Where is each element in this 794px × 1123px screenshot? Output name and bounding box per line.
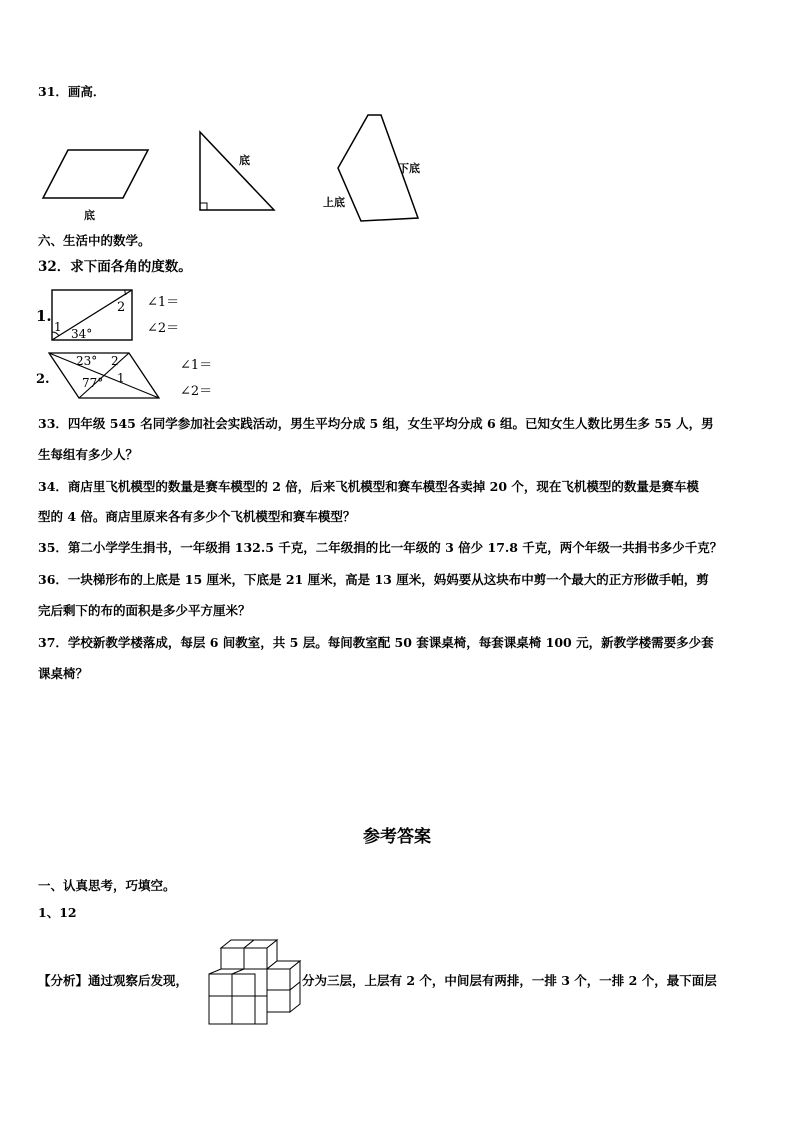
fig1-angle1-label: 1 <box>54 320 62 334</box>
fig1-degree-label: 34° <box>71 327 93 341</box>
fig2-answer2: ∠2＝ <box>180 384 213 399</box>
q35-line1: 35．第二小学学生捐书，一年级捐 132.5 千克，二年级捐的比一年级的 3 倍少 17.8 千克，两个年级一共捐书多少千克？ <box>38 540 723 555</box>
fig2-angle2-label: 2 <box>111 354 119 368</box>
answers-section1: 一、认真思考，巧填空。 <box>38 878 176 893</box>
right-triangle-shape <box>200 132 274 210</box>
analysis-prefix: 【分析】通过观察后发现， <box>38 973 189 988</box>
fig1-answer1: ∠1＝ <box>147 295 180 310</box>
answer-1: 1、12 <box>38 905 77 920</box>
trapezoid-lower-label: 下底 <box>398 162 420 175</box>
q34-line1: 34．商店里飞机模型的数量是赛车模型的 2 倍，后来飞机模型和赛车模型各卖掉 20 个，现在飞机模型的数量是赛车模 <box>38 479 699 494</box>
q31-figures <box>38 108 438 230</box>
fig2-degree-77: 77° <box>82 376 104 390</box>
section-6-heading: 六、生活中的数学。 <box>38 233 151 248</box>
fig1-number: 1. <box>36 307 52 325</box>
q32-title: 32．求下面各角的度数。 <box>38 259 192 275</box>
q36-line1: 36．一块梯形布的上底是 15 厘米，下底是 21 厘米，高是 13 厘米，妈妈要从这块布中剪一个最大的正方形做手帕，剪 <box>38 572 709 587</box>
fig2-degree-23: 23° <box>76 354 98 368</box>
triangle-base-label: 底 <box>239 154 250 167</box>
q33-line2: 生每组有多少人？ <box>38 447 139 462</box>
trapezoid-upper-label: 上底 <box>323 196 345 209</box>
answers-heading: 参考答案 <box>363 827 431 847</box>
q37-line1: 37．学校新教学楼落成，每层 6 间教室，共 5 层。每间教室配 50 套课桌椅，每套课桌椅 100 元，新教学楼需要多少套 <box>38 635 714 650</box>
q33-line1: 33．四年级 545 名同学参加社会实践活动，男生平均分成 5 组，女生平均分成 6 组。已知女生人数比男生多 55 人，男 <box>38 416 714 431</box>
q34-line2: 型的 4 倍。商店里原来各有多少个飞机模型和赛车模型？ <box>38 509 356 524</box>
fig1-answer2: ∠2＝ <box>147 321 180 336</box>
right-angle-mark <box>200 203 207 210</box>
cube-stack-figure <box>206 938 306 1028</box>
fig2-answer1: ∠1＝ <box>180 358 213 373</box>
q37-line2: 课桌椅？ <box>38 666 89 681</box>
parallelogram-shape <box>43 150 148 198</box>
fig2-number: 2. <box>36 372 50 387</box>
fig1-angle2-label: 2 <box>117 300 126 315</box>
analysis-suffix: 分为三层，上层有 2 个，中间层有两排，一排 3 个，一排 2 个，最下面层 <box>302 973 717 988</box>
parallelogram-base-label: 底 <box>84 209 95 222</box>
fig2-angle1-label: 1 <box>117 371 125 385</box>
q32-figures <box>34 283 234 403</box>
q31-title: 31．画高． <box>38 84 106 99</box>
q36-line2: 完后剩下的布的面积是多少平方厘米？ <box>38 603 251 618</box>
